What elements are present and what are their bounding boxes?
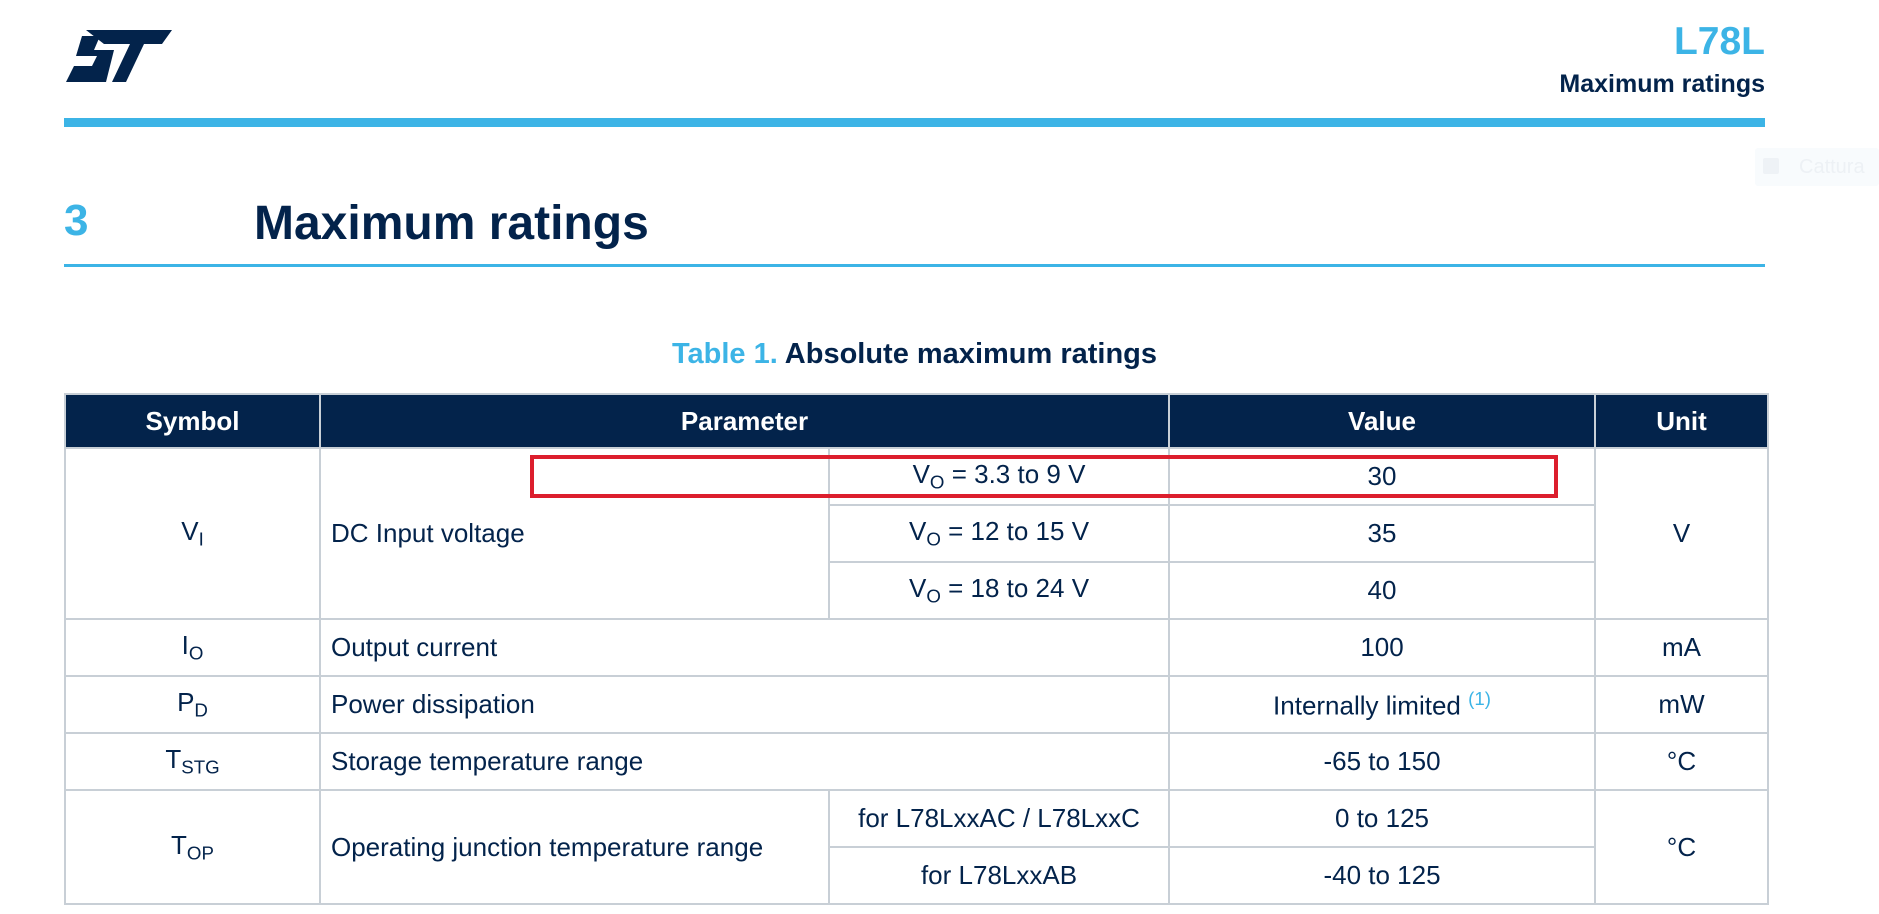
header-divider [64,118,1765,127]
document-subtitle: Maximum ratings [1559,70,1765,98]
table-header-row [65,394,1768,448]
st-logo-icon [64,26,174,86]
header-unit: Unit [1595,394,1768,448]
header-value: Value [1169,394,1595,448]
document-title: L78L [1673,20,1765,63]
value-cell: Internally limited $^{(1)}$ [1169,676,1595,733]
header-parameter: Parameter [320,394,1169,448]
parameter-cell: Output current [320,619,1169,676]
value-cell: 40 [1169,562,1595,619]
symbol-cell: $T_{OP}$ [65,790,320,904]
unit-cell: °C [1595,790,1768,904]
table-caption-text: Absolute maximum ratings [784,338,1158,370]
value-cell: 100 [1169,619,1595,676]
absolute-maximum-ratings-table [64,393,1769,905]
condition-cell: $V_O = 12$ to 15 V [829,505,1169,562]
capture-tool-button[interactable] [1755,148,1879,186]
table-row [65,448,1768,505]
condition-cell: $V_O = 3.3$ to 9 V [829,448,1169,505]
section-divider [64,264,1765,267]
section-number: 3 [64,196,89,245]
condition-cell: for L78LxxAB [829,847,1169,904]
section-title: Maximum ratings [254,197,649,250]
table-row [65,619,1768,676]
table-row [65,733,1768,790]
table-caption-label: Table 1. [671,338,778,370]
unit-cell: mA [1595,619,1768,676]
symbol-cell: $T_{STG}$ [65,733,320,790]
header-symbol: Symbol [65,394,320,448]
unit-cell: mW [1595,676,1768,733]
symbol-cell: $V_I$ [65,448,320,619]
unit-cell: V [1595,448,1768,619]
symbol-cell: $I_O$ [65,619,320,676]
parameter-cell: DC Input voltage [320,448,829,619]
value-cell: -40 to 125 [1169,847,1595,904]
table-row [65,790,1768,847]
value-cell: 0 to 125 [1169,790,1595,847]
table-row [65,676,1768,733]
value-cell: 30 [1169,448,1595,505]
value-cell: 35 [1169,505,1595,562]
unit-cell: °C [1595,733,1768,790]
table-caption [64,338,1765,371]
footnote-link[interactable]: (1) [1468,687,1491,709]
parameter-cell: Storage temperature range [320,733,1169,790]
symbol-cell: $P_D$ [65,676,320,733]
parameter-cell: Power dissipation [320,676,1169,733]
condition-cell: $V_O = 18$ to 24 V [829,562,1169,619]
condition-cell: for L78LxxAC / L78LxxC [829,790,1169,847]
capture-icon [1763,158,1779,174]
parameter-cell: Operating junction temperature range [320,790,829,904]
value-cell: -65 to 150 [1169,733,1595,790]
capture-tool-label: Cattura [1799,156,1865,178]
